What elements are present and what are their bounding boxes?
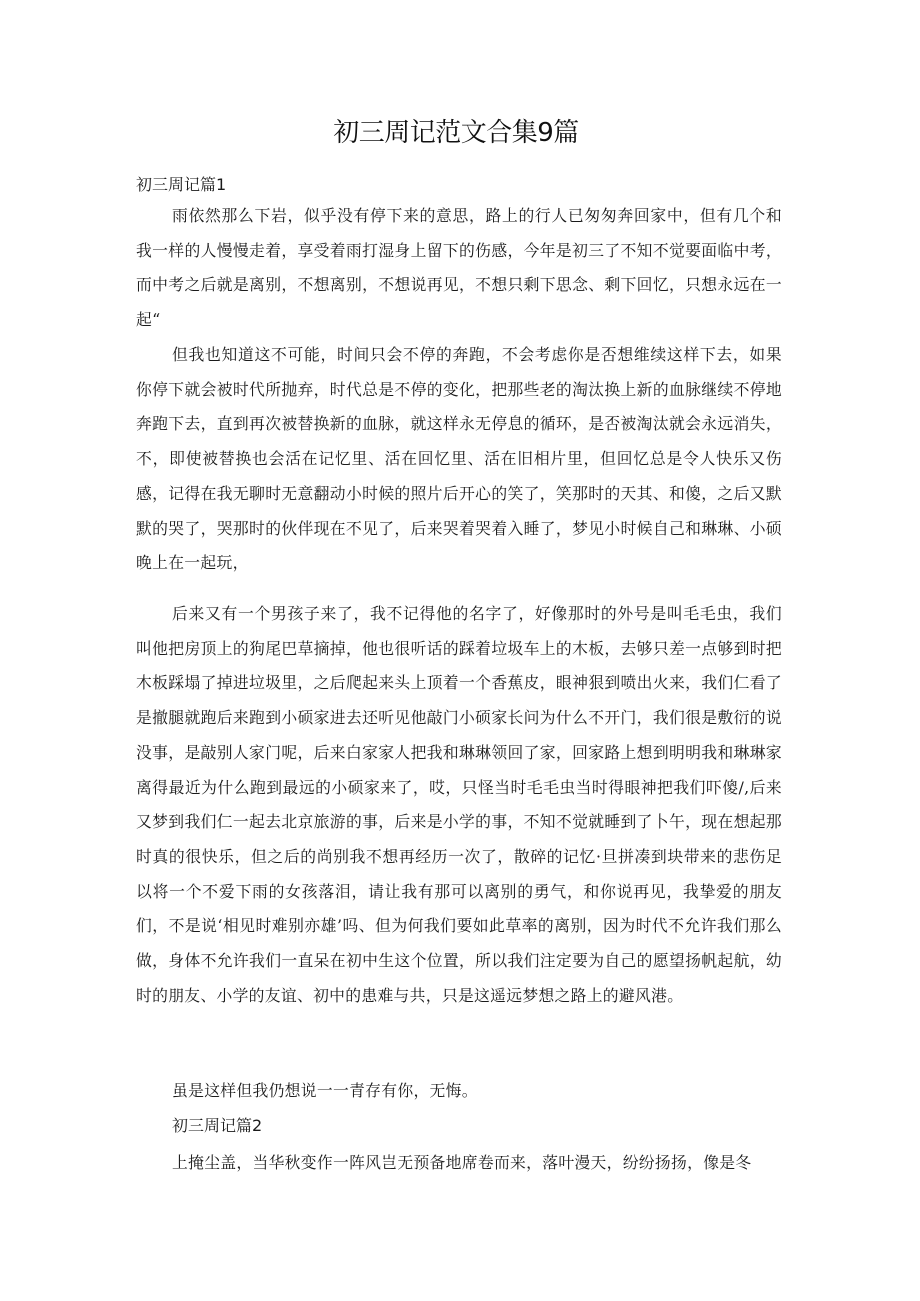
paragraph-3: 后来又有一个男孩子来了，我不记得他的名字了，好像那时的外号是叫毛毛虫，我们叫他把房顶上的狗尾巴草摘掉，他也很听话的踩着垃圾车上的木板，去够只差一点够到时把木板踩塌了掉进垃圾里，之后爬起来头上顶着一个香蕉皮，眼神狠到喷出火来，我们仁看了是撤腿就跑后来跑到小硕家进去还听见他敲门小硕家长问为什么不开门，我们很是敷衍的说没事，是敲别人家门呢，后来白家家人把我和琳琳领回了家，回家路上想到明明我和琳琳家离得最近为什么跑到最远的小硕家来了，哎，只怪当时毛毛虫当时得眼神把我们吓傻/,后来又梦到我们仁一起去北京旅游的事，后来是小学的事，不知不觉就睡到了卜午，现在想起那时真的很快乐，但之后的尚别我不想再经历一次了，散碎的记忆·旦拼凑到块带来的悲伤足以将一个不爱下雨的女孩落泪，请让我有那可以离别的勇气，和你说再见，我挚爱的朋友们，不是说‘相见时难别亦雄’吗、但为何我们要如此草率的离别，因为时代不允许我们那么做，身体不允许我们一直呆在初中生这个位置，所以我们注定要为自己的愿望扬帆起航，幼时的朋友、小学的友谊、初中的患难与共，只是这遥远梦想之路上的避风港。: [136, 604, 782, 1005]
paragraph-5: 上掩尘盖，当华秋变作一阵风岂无预备地席卷而来，落叶漫天，纷纷扬扬，像是冬: [172, 1153, 752, 1172]
paragraph-1: 雨依然那么下岩，似乎没有停下来的意思，路上的行人已匆匆奔回家中，但有几个和我一样的人慢慢走着，享受着雨打湿身上留下的伤感，今年是初三了不知不觉要面临中考，而中考之后就是离别，不想离别，不想说再见，不想只剩下思念、剩下回忆，只想永远在一起“: [136, 206, 782, 330]
paragraph-4: 虽是这样但我仍想说一一青存有你，无悔。: [172, 1081, 478, 1100]
section-heading-1: 初三周记篇1: [136, 175, 227, 194]
section-heading-2: 初三周记篇2: [172, 1116, 263, 1135]
paragraph-2: 但我也知道这不可能，时间只会不停的奔跑，不会考虑你是否想维续这样下去，如果你停下就会被时代所抛弃，时代总是不停的变化，把那些老的淘汰换上新的血脉继续不停地奔跑下去，直到再次被替换新的血脉，就这样永无停息的循环，是否被淘汰就会永远消失，不，即使被替换也会活在记忆里、活在回忆里、活在旧相片里，但回忆总是令人快乐又伤感，记得在我无聊时无意翻动小时候的照片后开心的笑了，笑那时的天其、和傻，之后又默默的哭了，哭那时的伙伴现在不见了，后来哭着哭着入睡了，梦见小时候自己和琳琳、小硕晚上在一起玩，: [136, 345, 782, 573]
document-title: 初三周记范文合集9篇: [333, 118, 579, 148]
